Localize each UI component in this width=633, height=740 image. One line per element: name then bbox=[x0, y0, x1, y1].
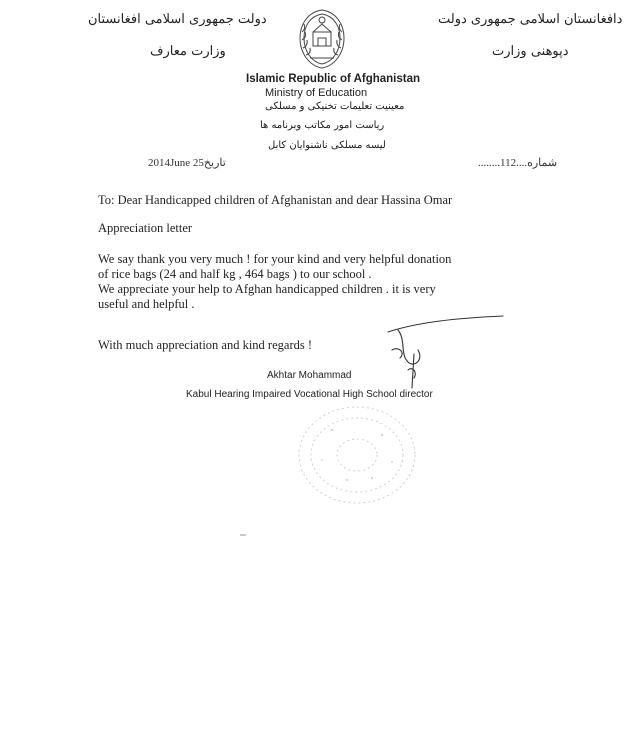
number-label: شماره bbox=[527, 157, 558, 169]
letter-number: ........112....شماره bbox=[478, 157, 558, 169]
header-pashto-government: دافغانستان اسلامی جمهوری دولت bbox=[438, 12, 623, 27]
number-value: 112 bbox=[500, 157, 517, 169]
subject-line: Appreciation letter bbox=[98, 221, 193, 235]
recipient-line: To: Dear Handicapped children of Afghanistan and dear Hassina Omar bbox=[98, 193, 453, 207]
directorate-fa: ریاست امور مکاتب وبرنامه ها bbox=[260, 120, 385, 131]
deputy-ministry-fa: معینیت تعلیمات تخنیکی و مسلکی bbox=[265, 101, 405, 112]
handwritten-signature bbox=[378, 310, 508, 390]
signer-title: Kabul Hearing Impaired Vocational High School director bbox=[186, 389, 433, 400]
school-name-fa: لیسه مسلکی ناشنوایان کابل bbox=[268, 140, 386, 151]
afghanistan-emblem-icon bbox=[294, 4, 350, 72]
signer-name: Akhtar Mohammad bbox=[267, 370, 352, 381]
paragraph-1-line-2: of rice bags (24 and half kg , 464 bags ) to our school . bbox=[98, 267, 372, 281]
date-label: تاریخ bbox=[203, 157, 226, 169]
closing-line: With much appreciation and kind regards ! bbox=[98, 338, 313, 352]
org-name-english: Islamic Republic of Afghanistan bbox=[246, 73, 421, 85]
header-pashto-ministry: دپوهنی وزارت bbox=[492, 44, 569, 59]
faded-round-stamp bbox=[292, 400, 422, 510]
ministry-name-english: Ministry of Education bbox=[265, 87, 368, 99]
header-dari-government: دولت جمهوری اسلامی افغانستان bbox=[88, 12, 267, 27]
letter-date bbox=[148, 156, 226, 169]
scan-speck bbox=[240, 534, 246, 536]
date-value: 2014June 25 bbox=[148, 157, 204, 169]
paragraph-1-line-1: We say thank you very much ! for your kind and very helpful donation bbox=[98, 252, 452, 266]
paragraph-2-line-2: useful and helpful . bbox=[98, 297, 195, 311]
paragraph-2-line-1: We appreciate your help to Afghan handicapped children . it is very bbox=[98, 282, 436, 296]
header-dari-ministry: وزارت معارف bbox=[150, 44, 226, 59]
